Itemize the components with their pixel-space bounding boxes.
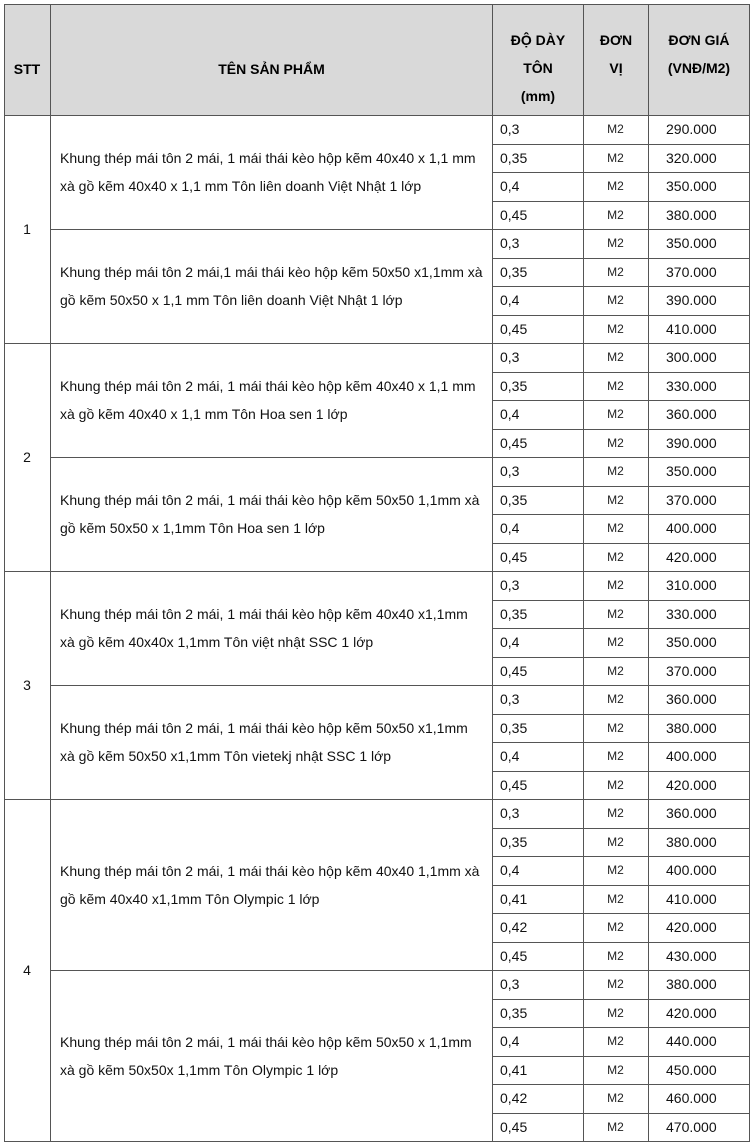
thickness-cell: 0,42	[500, 919, 528, 936]
price-cell: 320.000	[666, 149, 717, 166]
price-cell: 310.000	[666, 577, 717, 594]
unit-cell: M2	[607, 891, 624, 906]
price-cell: 400.000	[666, 862, 717, 879]
price-cell: 350.000	[666, 463, 717, 480]
price-cell: 440.000	[666, 1033, 717, 1050]
thickness-cell: 0,3	[500, 691, 520, 708]
thickness-cell: 0,4	[500, 292, 520, 309]
thickness-cell: 0,35	[500, 491, 528, 508]
unit-cell: M2	[607, 122, 624, 137]
thickness-cell: 0,35	[500, 833, 528, 850]
unit-cell: M2	[607, 293, 624, 308]
thickness-cell: 0,45	[500, 947, 528, 964]
thickness-cell: 0,3	[500, 577, 520, 594]
price-cell: 330.000	[666, 605, 717, 622]
price-cell: 360.000	[666, 691, 717, 708]
product-name: Khung thép mái tôn 2 mái, 1 mái thái kèo hộp kẽm 40x40 1,1mm xà gồ kẽm 40x40 x1,1mm Tôn Olympic 1 lớp	[60, 862, 480, 907]
price-cell: 410.000	[666, 890, 717, 907]
thickness-cell: 0,3	[500, 121, 520, 138]
thickness-cell: 0,45	[500, 206, 528, 223]
unit-cell: M2	[607, 1005, 624, 1020]
unit-cell: M2	[607, 464, 624, 479]
price-cell: 400.000	[666, 748, 717, 765]
product-name: Khung thép mái tôn 2 mái, 1 mái thái kèo hộp kẽm 50x50 1,1mm xà gồ kẽm 50x50 x 1,1mm Tôn Hoa sen 1 lớp	[60, 492, 480, 536]
product-name: Khung thép mái tôn 2 mái, 1 mái thái kèo hộp kẽm 40x40 x1,1mm xà gồ kẽm 40x40x 1,1mm Tôn việt nhật SSC 1 lớp	[60, 606, 468, 650]
unit-cell: M2	[607, 1119, 624, 1134]
unit-cell: M2	[607, 179, 624, 194]
unit-cell: M2	[607, 749, 624, 764]
header-price-line1: ĐƠN GIÁ	[668, 32, 730, 48]
thickness-cell: 0,35	[500, 605, 528, 622]
table-top-border	[4, 4, 750, 5]
unit-cell: M2	[607, 407, 624, 422]
price-cell: 470.000	[666, 1118, 717, 1135]
unit-cell: M2	[607, 378, 624, 393]
product-name: Khung thép mái tôn 2 mái, 1 mái thái kèo hộp kẽm 50x50 x 1,1mm xà gồ kẽm 50x50x 1,1mm Tôn Olympic 1 lớp	[60, 1033, 472, 1078]
price-cell: 370.000	[666, 491, 717, 508]
thickness-cell: 0,4	[500, 520, 520, 537]
header-stt: STT	[13, 61, 41, 77]
unit-cell: M2	[607, 207, 624, 222]
unit-cell: M2	[607, 435, 624, 450]
price-cell: 360.000	[666, 406, 717, 423]
price-cell: 300.000	[666, 349, 717, 366]
header-unit-line1: ĐƠN	[599, 32, 633, 48]
price-cell: 370.000	[666, 263, 717, 280]
stt-cell: 2	[23, 449, 31, 465]
price-cell: 420.000	[666, 919, 717, 936]
price-cell: 430.000	[666, 947, 717, 964]
stt-cell: 3	[23, 677, 31, 693]
thickness-cell: 0,41	[500, 1061, 528, 1078]
thickness-cell: 0,35	[500, 719, 528, 736]
thickness-cell: 0,42	[500, 1090, 528, 1107]
column-divider	[50, 4, 51, 1142]
header-unit-line2: VỊ	[609, 60, 623, 76]
header-thickness-line3: (mm)	[520, 88, 556, 104]
unit-cell: M2	[607, 264, 624, 279]
unit-cell: M2	[607, 806, 624, 821]
stt-cell: 1	[23, 221, 31, 237]
unit-cell: M2	[607, 1034, 624, 1049]
unit-cell: M2	[607, 692, 624, 707]
price-cell: 380.000	[666, 833, 717, 850]
thickness-cell: 0,41	[500, 890, 528, 907]
price-cell: 390.000	[666, 292, 717, 309]
unit-cell: M2	[607, 606, 624, 621]
thickness-cell: 0,3	[500, 463, 520, 480]
product-name: Khung thép mái tôn 2 mái, 1 mái thái kèo hộp kẽm 50x50 x1,1mm xà gồ kẽm 50x50 x1,1mm Tôn vietekj nhật SSC 1 lớp	[60, 720, 468, 764]
price-cell: 450.000	[666, 1061, 717, 1078]
product-name: Khung thép mái tôn 2 mái, 1 mái thái kèo hộp kẽm 40x40 x 1,1 mm xà gồ kẽm 40x40 x 1,1 mm Tôn liên doanh Việt Nhật 1 lớp	[60, 150, 476, 194]
header-thickness-line1: ĐỘ DÀY	[510, 32, 566, 48]
thickness-cell: 0,35	[500, 263, 528, 280]
unit-cell: M2	[607, 720, 624, 735]
column-divider	[583, 4, 584, 1142]
price-cell: 390.000	[666, 434, 717, 451]
unit-cell: M2	[607, 635, 624, 650]
product-name: Khung thép mái tôn 2 mái, 1 mái thái kèo hộp kẽm 40x40 x 1,1 mm xà gồ kẽm 40x40 x 1,1 mm Tôn Hoa sen 1 lớp	[60, 378, 476, 422]
price-cell: 330.000	[666, 377, 717, 394]
unit-cell: M2	[607, 549, 624, 564]
thickness-cell: 0,4	[500, 862, 520, 879]
thickness-cell: 0,3	[500, 349, 520, 366]
unit-cell: M2	[607, 236, 624, 251]
unit-cell: M2	[607, 663, 624, 678]
thickness-cell: 0,4	[500, 406, 520, 423]
thickness-cell: 0,35	[500, 377, 528, 394]
stt-cell: 4	[23, 962, 31, 978]
unit-cell: M2	[607, 350, 624, 365]
thickness-cell: 0,3	[500, 805, 520, 822]
unit-cell: M2	[607, 150, 624, 165]
price-cell: 410.000	[666, 320, 717, 337]
unit-cell: M2	[607, 863, 624, 878]
price-cell: 400.000	[666, 520, 717, 537]
header-price-line2: (VNĐ/M2)	[667, 60, 731, 76]
price-cell: 460.000	[666, 1090, 717, 1107]
price-cell: 420.000	[666, 776, 717, 793]
price-cell: 350.000	[666, 235, 717, 252]
unit-cell: M2	[607, 977, 624, 992]
column-divider	[492, 4, 493, 1142]
header-bottom-border	[4, 115, 750, 116]
thickness-cell: 0,45	[500, 320, 528, 337]
header-product: TÊN SẢN PHẨM	[218, 61, 325, 77]
thickness-cell: 0,35	[500, 1004, 528, 1021]
thickness-cell: 0,4	[500, 748, 520, 765]
thickness-cell: 0,35	[500, 149, 528, 166]
price-cell: 380.000	[666, 719, 717, 736]
thickness-cell: 0,3	[500, 976, 520, 993]
unit-cell: M2	[607, 777, 624, 792]
price-cell: 380.000	[666, 206, 717, 223]
thickness-cell: 0,45	[500, 1118, 528, 1135]
unit-cell: M2	[607, 578, 624, 593]
group-divider	[4, 1141, 749, 1142]
price-cell: 380.000	[666, 976, 717, 993]
unit-cell: M2	[607, 1062, 624, 1077]
thickness-cell: 0,4	[500, 634, 520, 651]
price-cell: 420.000	[666, 548, 717, 565]
thickness-cell: 0,4	[500, 178, 520, 195]
price-cell: 350.000	[666, 178, 717, 195]
unit-cell: M2	[607, 521, 624, 536]
price-cell: 360.000	[666, 805, 717, 822]
column-divider	[4, 4, 5, 1142]
thickness-cell: 0,3	[500, 235, 520, 252]
thickness-cell: 0,45	[500, 548, 528, 565]
unit-cell: M2	[607, 492, 624, 507]
unit-cell: M2	[607, 1091, 624, 1106]
price-cell: 370.000	[666, 662, 717, 679]
unit-cell: M2	[607, 948, 624, 963]
thickness-cell: 0,45	[500, 434, 528, 451]
price-cell: 420.000	[666, 1004, 717, 1021]
thickness-cell: 0,4	[500, 1033, 520, 1050]
thickness-cell: 0,45	[500, 662, 528, 679]
header-thickness-line2: TÔN	[523, 60, 553, 76]
price-cell: 290.000	[666, 121, 717, 138]
product-name: Khung thép mái tôn 2 mái,1 mái thái kèo hộp kẽm 50x50 x1,1mm xà gồ kẽm 50x50 x 1,1 mm Tôn liên doanh Việt Nhật 1 lớp	[60, 264, 483, 308]
price-cell: 350.000	[666, 634, 717, 651]
unit-cell: M2	[607, 920, 624, 935]
column-divider	[749, 4, 750, 1142]
unit-cell: M2	[607, 834, 624, 849]
thickness-cell: 0,45	[500, 776, 528, 793]
column-divider	[648, 4, 649, 1142]
unit-cell: M2	[607, 321, 624, 336]
